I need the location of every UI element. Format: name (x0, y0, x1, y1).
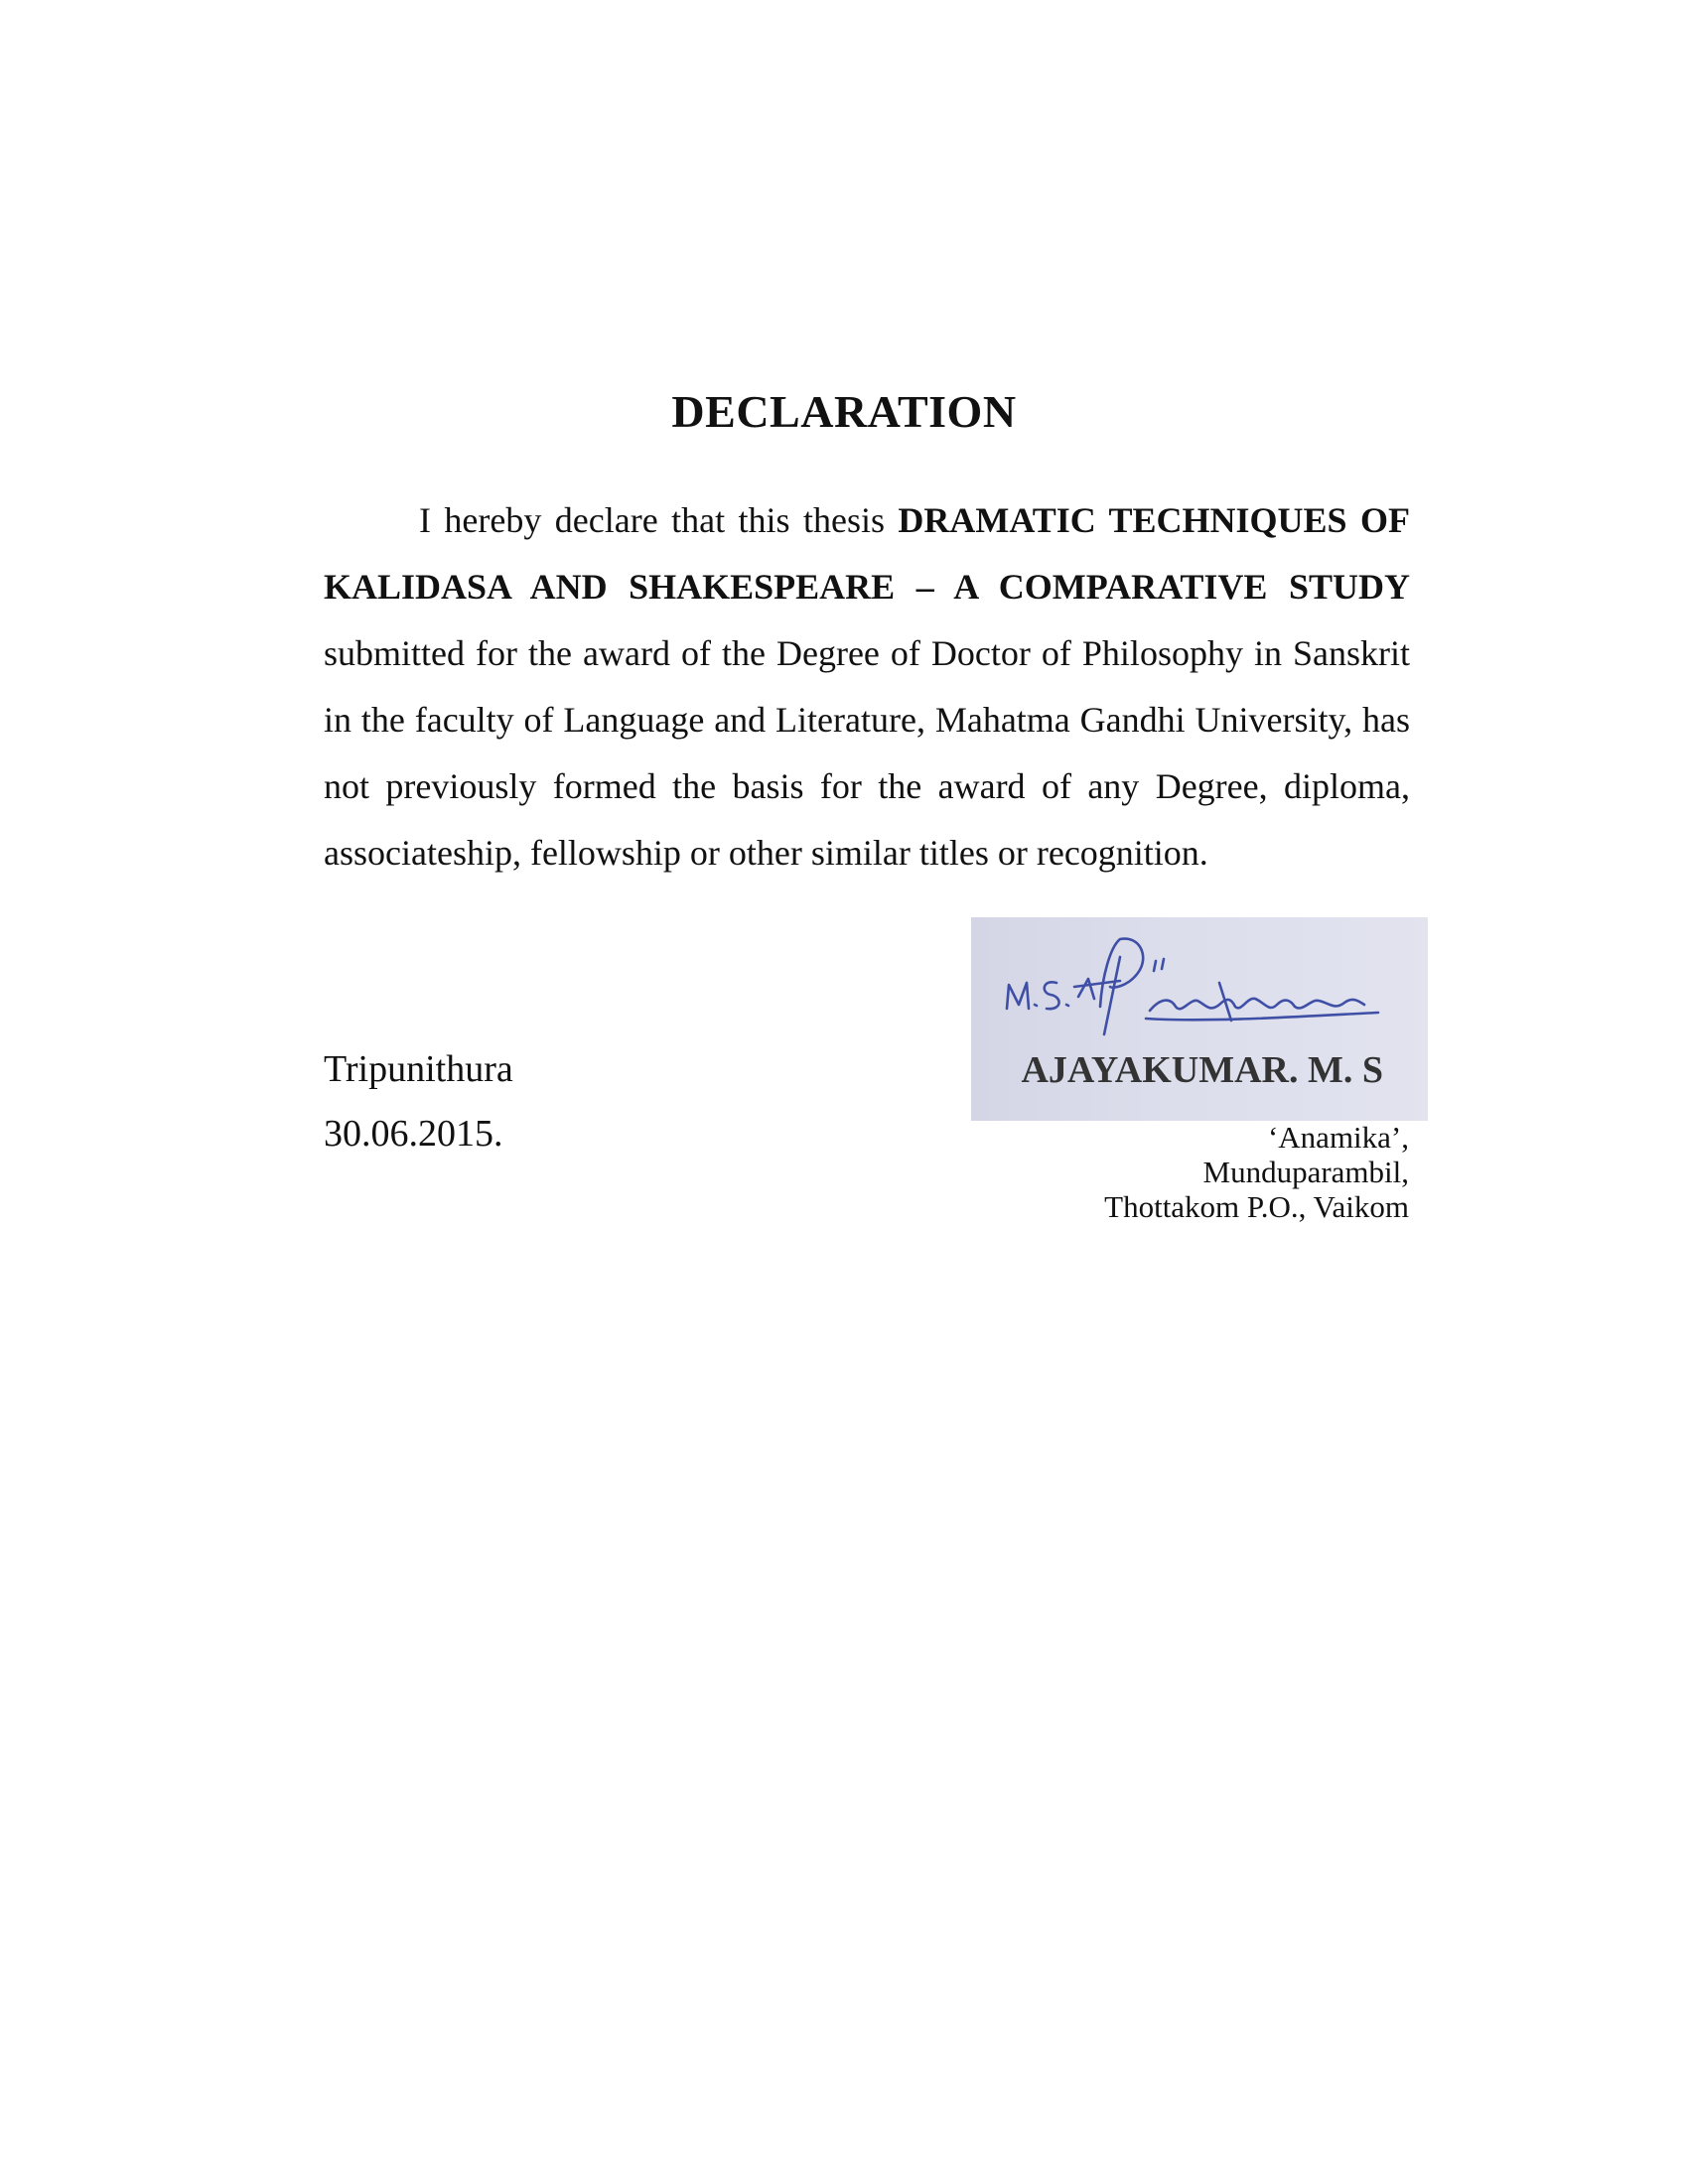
declaration-paragraph (324, 487, 1410, 887)
signatory-name: AJAYAKUMAR. M. S (1021, 1049, 1383, 1091)
address-line: Munduparambil, (1202, 1155, 1409, 1189)
address-line: ‘Anamika’, (1267, 1120, 1409, 1155)
declaration-rest: submitted for the award of the Degree of Doctor of Philosophy in Sanskrit in the faculty of Language and Literature, Mahatma Gandhi University, has not previously formed the basis for the award of any Degree, diploma, associateship, fellowship or other similar titles or recognition. (324, 633, 1410, 873)
thesis-title: DRAMATIC TECHNIQUES OF KALIDASA AND SHAKESPEARE – A COMPARATIVE STUDY (324, 500, 1410, 607)
signatory-address (1104, 1120, 1409, 1224)
page-title: DECLARATION (671, 386, 1017, 437)
date: 30.06.2015. (324, 1113, 503, 1155)
signature-image (971, 917, 1428, 1121)
place: Tripunithura (324, 1048, 513, 1090)
declaration-intro: I hereby declare that this thesis (419, 500, 899, 540)
address-line: Thottakom P.O., Vaikom (1104, 1189, 1409, 1224)
